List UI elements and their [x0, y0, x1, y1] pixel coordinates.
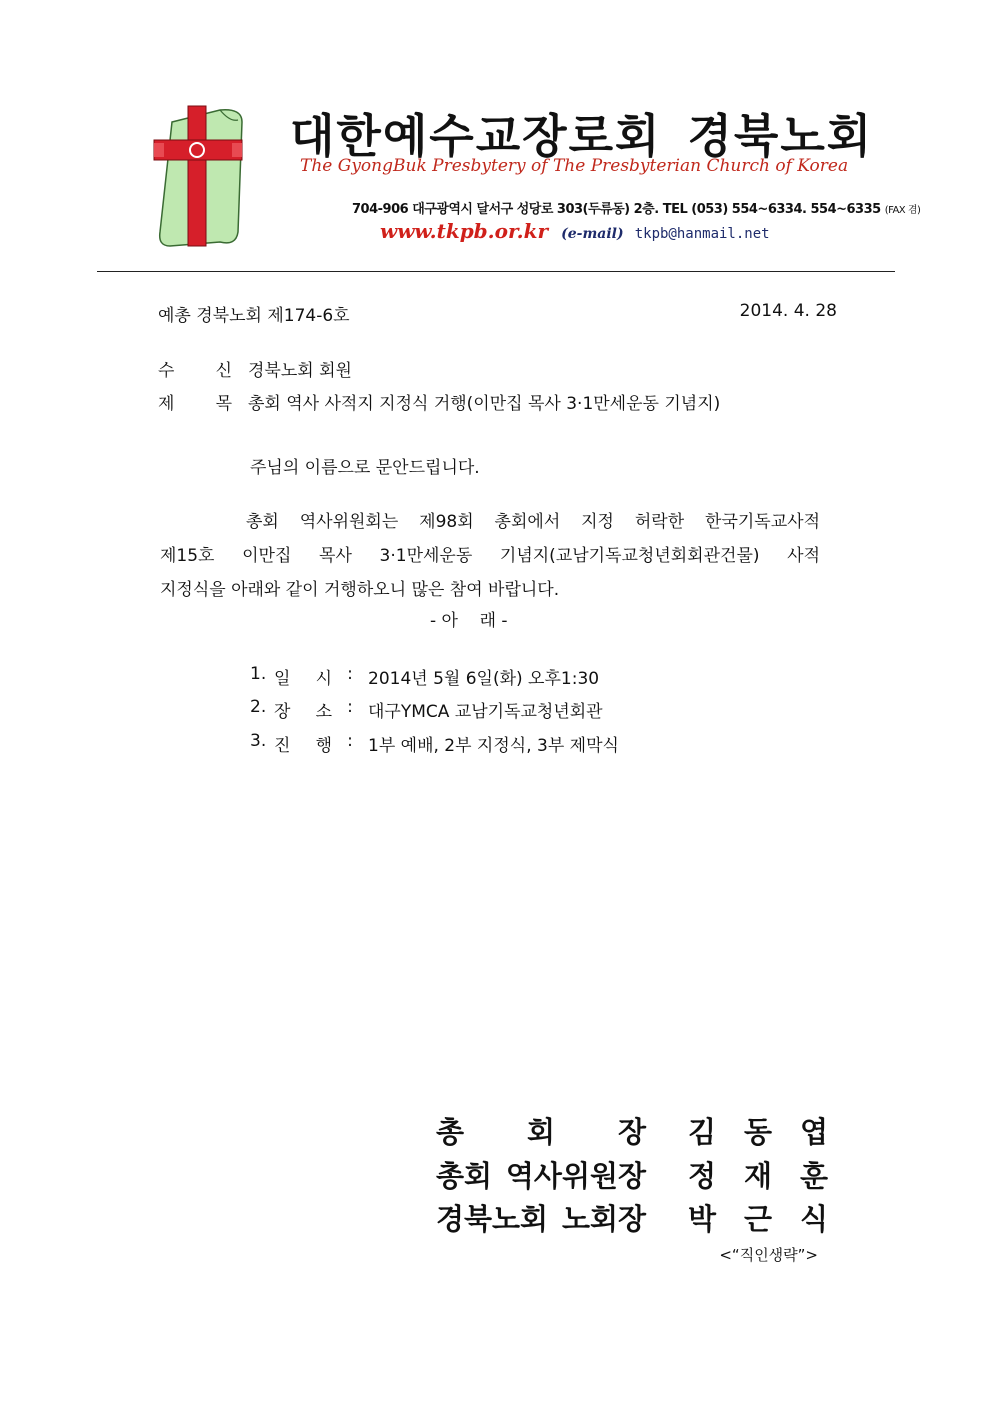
signatory-name-char: 정	[688, 1159, 717, 1193]
body-line: 총회 역사위원회는 제98회 총회에서 지정 허락한 한국기독교사적	[246, 512, 820, 532]
organization-name-en: The GyongBuk Presbytery of The Presbyterian Church of Korea	[300, 156, 849, 176]
recipient-label-char: 신	[215, 361, 232, 381]
signatory-title-part: 장	[617, 1115, 646, 1149]
signatory-name-char: 동	[743, 1115, 772, 1149]
organization-name-part1: 대한예수교장로회	[290, 109, 662, 163]
subject-label-char: 목	[215, 394, 232, 414]
signature-line-history-committee	[436, 1154, 828, 1195]
signatory-title	[436, 1110, 646, 1151]
item-separator: :	[347, 731, 353, 751]
signatory-name	[688, 1154, 828, 1195]
contact-line	[380, 219, 770, 243]
signatory-title	[436, 1154, 646, 1195]
signatory-name-char: 재	[743, 1159, 772, 1193]
signatory-title-part: 경북노회	[436, 1202, 549, 1236]
detail-item-place	[250, 697, 603, 722]
item-value: 1부 예배, 2부 지정식, 3부 제막식	[368, 736, 619, 756]
fax-note: (FAX 겸)	[884, 205, 921, 216]
signatory-name-char: 엽	[799, 1115, 828, 1149]
signature-line-general-assembly	[436, 1110, 828, 1151]
recipient-label	[158, 356, 232, 381]
signatory-title-part: 총회	[436, 1159, 493, 1193]
signatory-title-part: 회	[526, 1115, 555, 1149]
recipient-label-char: 수	[158, 361, 175, 381]
email-label: (e-mail)	[561, 226, 624, 242]
organization-name-part2: 경북노회	[687, 109, 874, 163]
signature-line-presbytery	[436, 1197, 828, 1238]
item-key-char: 소	[315, 702, 332, 722]
seal-omitted-note: <“직인생략”>	[719, 1246, 818, 1264]
signatory-title-part: 총	[436, 1115, 465, 1149]
item-key-char: 장	[274, 702, 291, 722]
subject-value: 총회 역사 사적지 지정식 거행(이만집 목사 3·1만세운동 기념지)	[248, 394, 721, 414]
signatory-name-char: 박	[688, 1202, 717, 1236]
notice-heading: - 아 래 -	[430, 611, 508, 631]
item-key	[274, 697, 332, 722]
header-divider	[97, 271, 895, 272]
subject-label	[158, 389, 232, 414]
subject-label-char: 제	[158, 394, 175, 414]
item-key-char: 일	[274, 669, 291, 689]
item-value: 대구YMCA 교남기독교청년회관	[368, 702, 603, 722]
greeting: 주님의 이름으로 문안드립니다.	[250, 458, 480, 478]
item-separator: :	[347, 697, 353, 717]
address-line	[352, 198, 920, 217]
signatory-name-char: 근	[743, 1202, 772, 1236]
signatory-name	[688, 1197, 828, 1238]
email-link[interactable]: tkpb@hanmail.net	[634, 226, 770, 242]
signatory-name-char: 훈	[799, 1159, 828, 1193]
item-key	[274, 664, 332, 689]
item-key	[274, 731, 332, 756]
signatory-name-char: 식	[799, 1202, 828, 1236]
recipient-value: 경북노회 회원	[248, 361, 352, 381]
presbytery-logo	[150, 100, 250, 250]
item-number: 1.	[250, 664, 267, 684]
body-line: 제15호 이만집 목사 3·1만세운동 기념지(교남기독교청년회회관건물) 사적	[160, 546, 820, 566]
document-number: 예총 경북노회 제174-6호	[158, 306, 350, 326]
item-key-char: 진	[274, 736, 291, 756]
signatory-title	[436, 1197, 646, 1238]
signatory-name	[688, 1110, 828, 1151]
body-paragraph	[160, 505, 820, 607]
item-key-char: 시	[315, 669, 332, 689]
item-key-char: 행	[315, 736, 332, 756]
item-number: 3.	[250, 731, 267, 751]
detail-item-datetime	[250, 664, 599, 689]
website-link[interactable]: www.tkpb.or.kr	[380, 219, 549, 243]
body-line: 지정식을 아래와 같이 거행하오니 많은 참여 바랍니다.	[160, 580, 560, 600]
signatory-name-char: 김	[688, 1115, 717, 1149]
item-separator: :	[347, 664, 353, 684]
signatory-title-part: 노회장	[561, 1202, 646, 1236]
item-number: 2.	[250, 697, 267, 717]
item-value: 2014년 5월 6일(화) 오후1:30	[368, 669, 600, 689]
detail-item-program	[250, 731, 619, 756]
document-date: 2014. 4. 28	[739, 301, 837, 321]
address-text: 704-906 대구광역시 달서구 성당로 303(두류동) 2층. TEL (053) 554~6334. 554~6335	[352, 202, 881, 217]
signatory-title-part: 역사위원장	[505, 1159, 646, 1193]
